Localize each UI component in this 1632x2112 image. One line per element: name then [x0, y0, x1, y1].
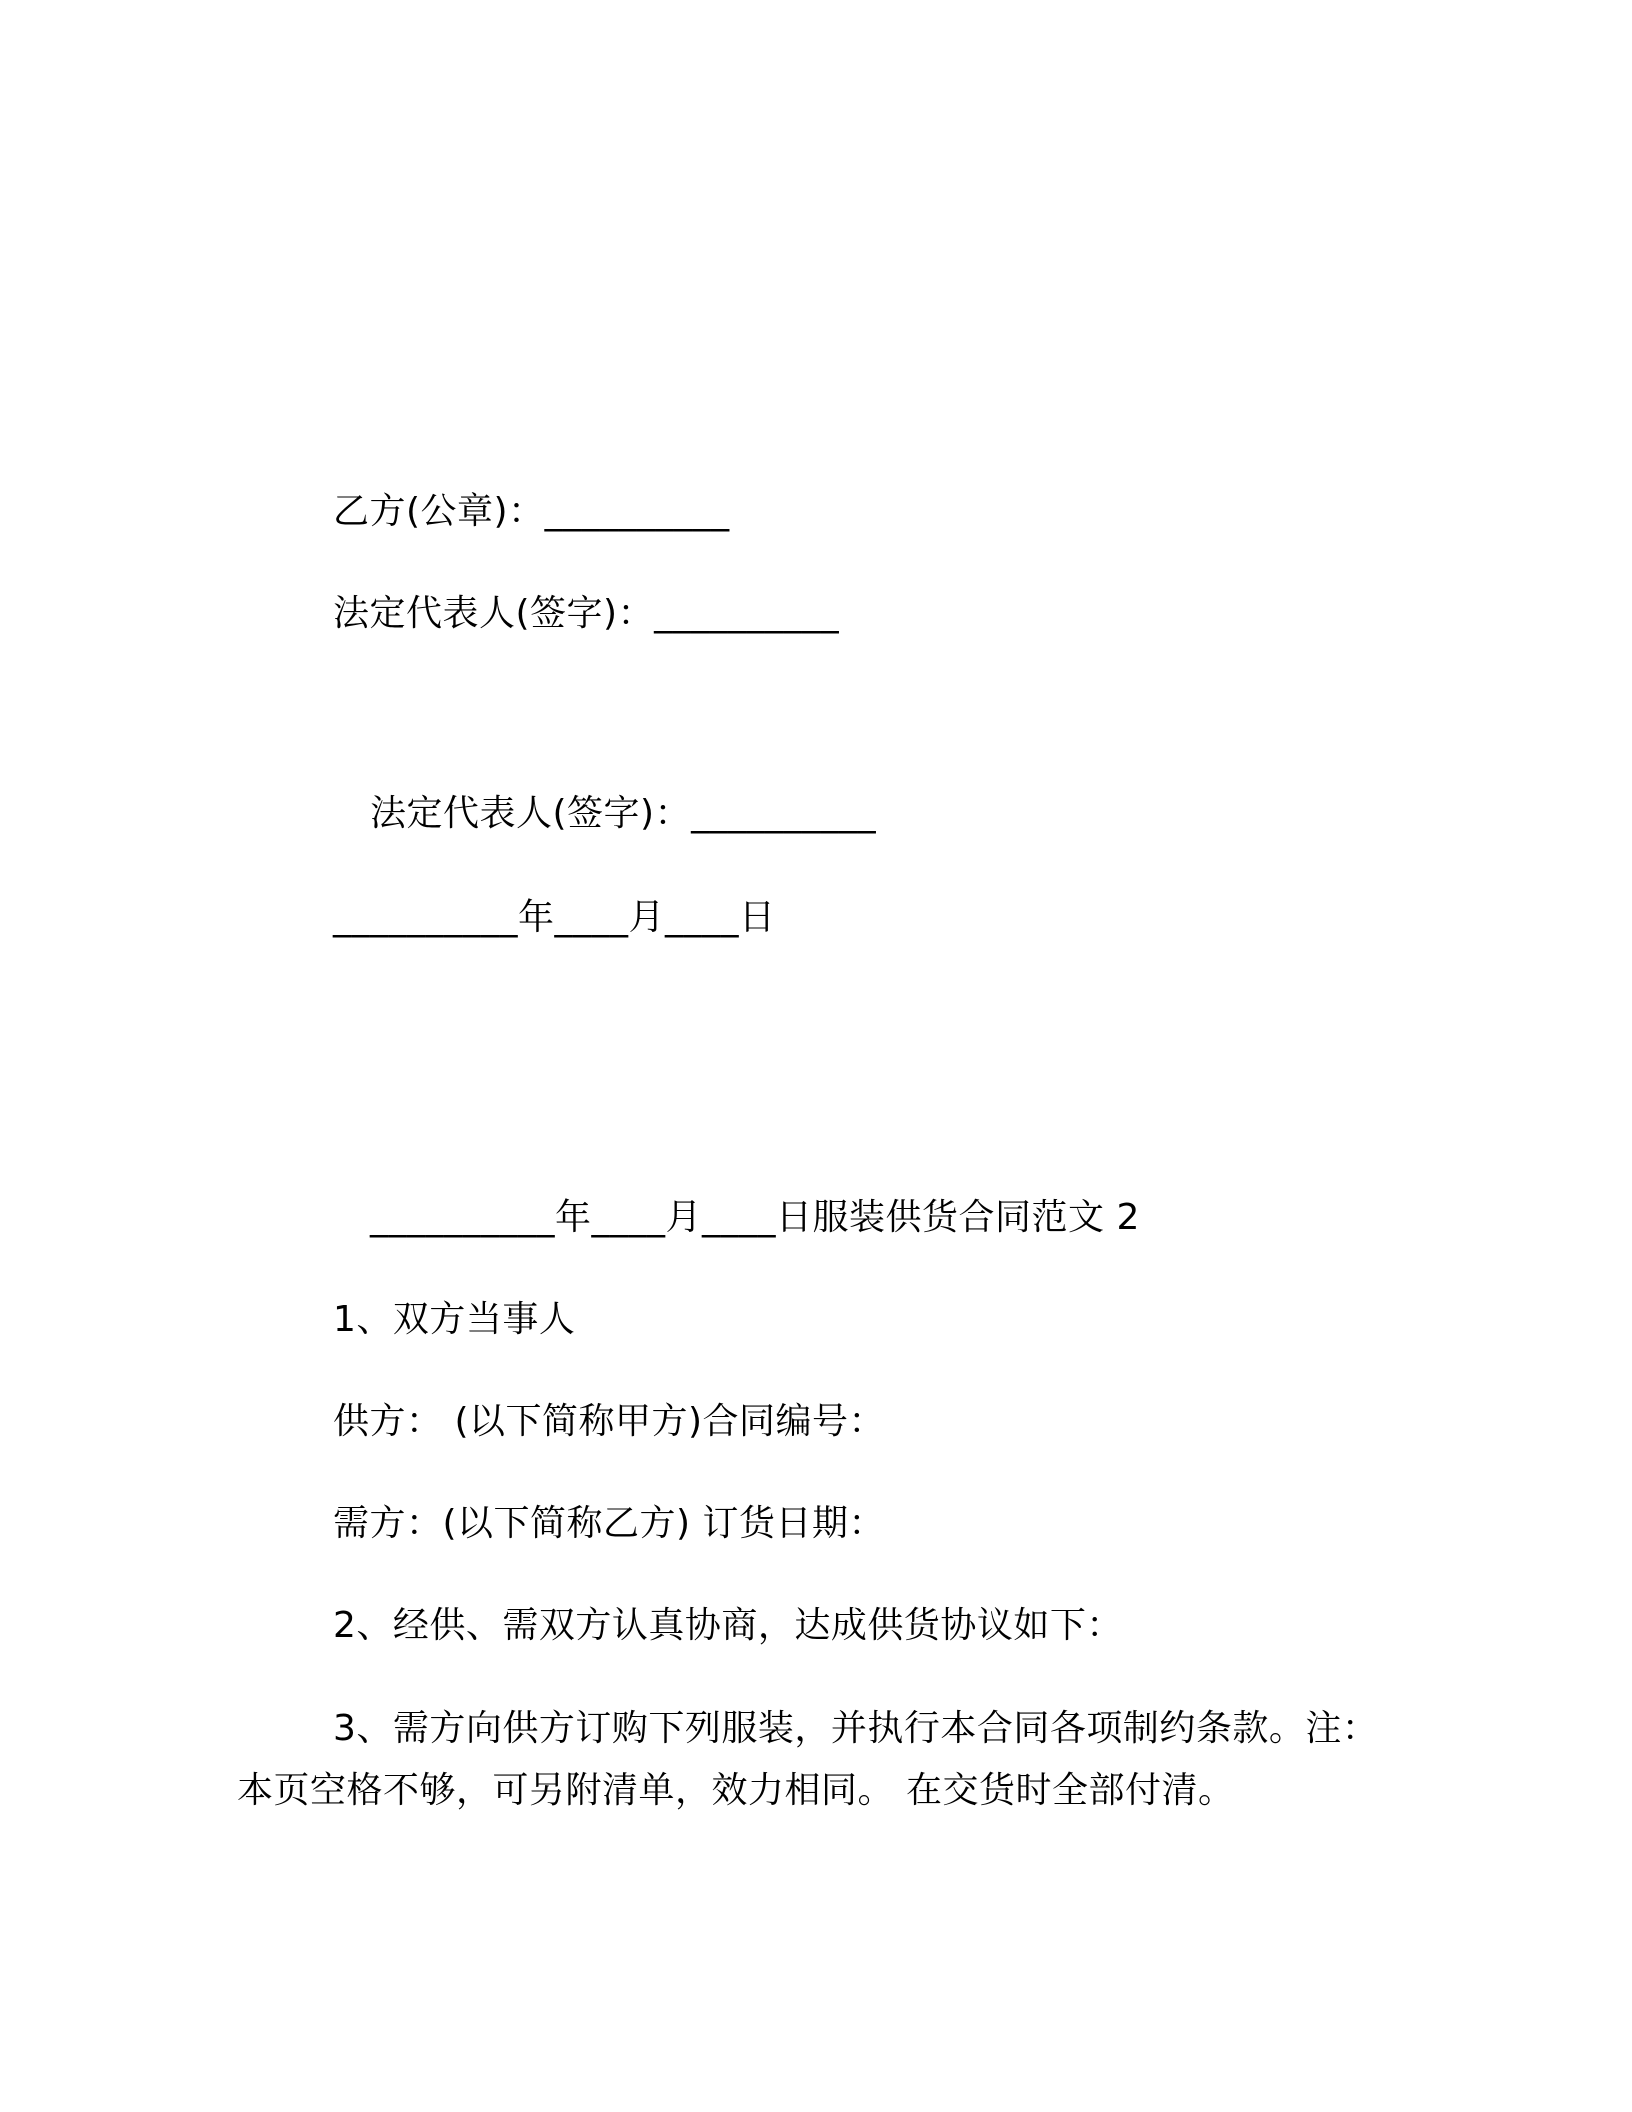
section-3-paragraph [237, 1698, 1397, 1822]
party-b-seal-line: 乙方(公章)：__________ [333, 491, 730, 532]
buyer-line: 需方：(以下简称乙方) 订货日期： [333, 1503, 886, 1544]
contract-title: __________年____月____日服装供货合同范文 2 [370, 1197, 1140, 1238]
date-line: __________年____月____日 [333, 897, 776, 938]
section-1-heading: 1、双方当事人 [333, 1299, 576, 1340]
supplier-line: 供方： (以下简称甲方)合同编号： [333, 1401, 886, 1442]
section-2: 2、经供、需双方认真协商，达成供货协议如下： [333, 1605, 1123, 1646]
legal-representative-line-2: 法定代表人(签字)：__________ [370, 793, 877, 834]
section-3-text: 3、需方向供方订购下列服装，并执行本合同各项制约条款。注：本页空格不够，可另附清单，效力相同。 在交货时全部付清。 [237, 1708, 1379, 1811]
legal-representative-line: 法定代表人(签字)：__________ [333, 593, 840, 634]
